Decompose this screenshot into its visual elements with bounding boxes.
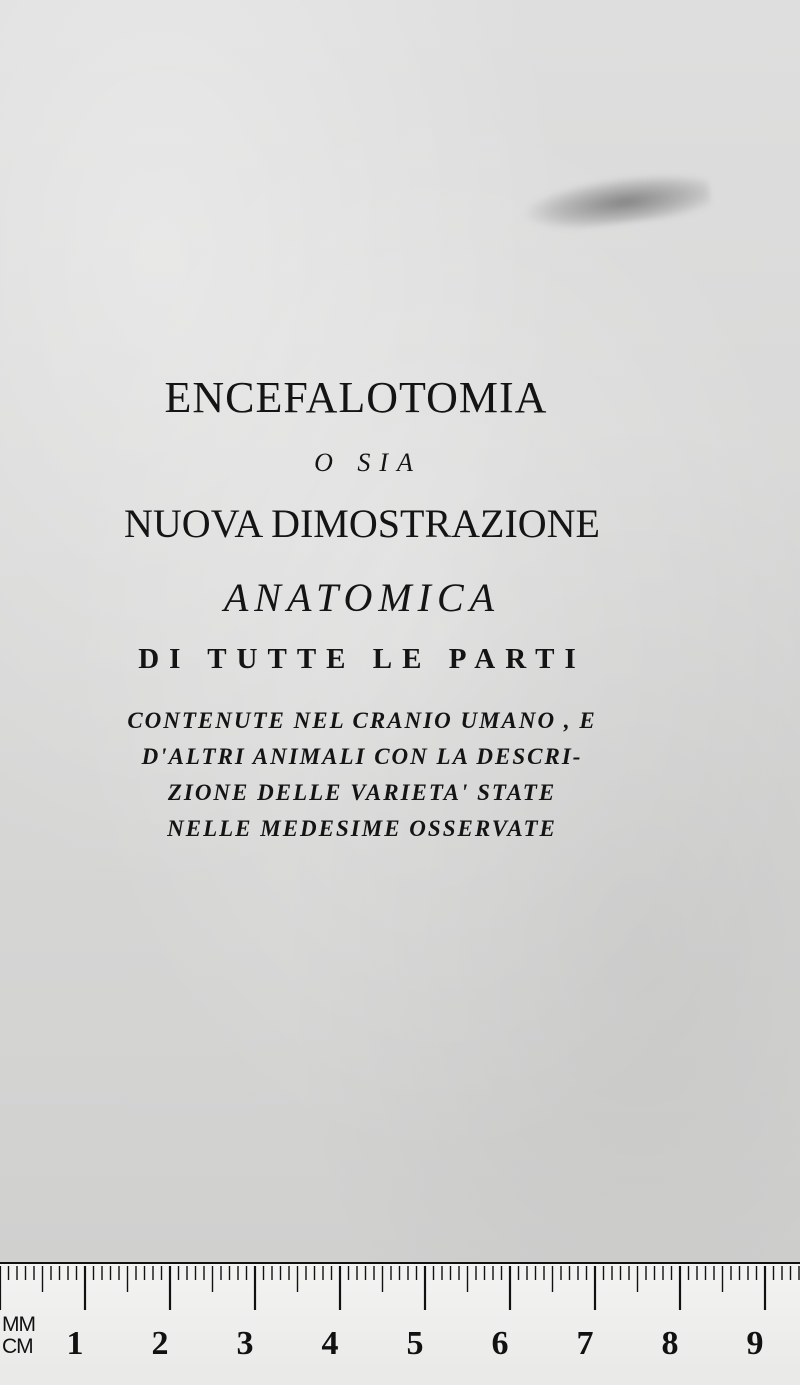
ruler-number-6: 6 [491, 1325, 509, 1362]
description-line-2: D'ALTRI ANIMALI CON LA DESCRI- [141, 744, 583, 769]
ruler-number-1: 1 [66, 1325, 84, 1362]
ruler-number-2: 2 [151, 1325, 169, 1362]
ruler-unit-cm: CM [2, 1335, 33, 1358]
title-line-nuova-dimostrazione: NUOVA DIMOSTRAZIONE [124, 501, 600, 546]
ruler-number-3: 3 [236, 1325, 254, 1362]
title-line-o-sia: O SIA [314, 448, 422, 477]
ruler-number-4: 4 [321, 1325, 339, 1362]
title-line-di-tutte-le-parti: DI TUTTE LE PARTI [138, 643, 586, 675]
ruler-number-5: 5 [406, 1325, 424, 1362]
ruler-unit-mm: MM [2, 1313, 35, 1336]
title-line-encefalotomia: ENCEFALOTOMIA [164, 373, 548, 422]
title-line-anatomica: ANATOMICA [223, 575, 501, 620]
ruler-number-8: 8 [661, 1325, 679, 1362]
description-line-3: ZIONE DELLE VARIETA' STATE [167, 780, 557, 805]
description-line-1: CONTENUTE NEL CRANIO UMANO , E [127, 708, 597, 733]
measuring-ruler [0, 1262, 800, 1385]
ruler-number-7: 7 [576, 1325, 594, 1362]
ink-smudge [518, 167, 712, 236]
ruler-scale [0, 1264, 800, 1385]
ruler-number-9: 9 [746, 1325, 764, 1362]
description-line-4: NELLE MEDESIME OSSERVATE [167, 816, 557, 841]
